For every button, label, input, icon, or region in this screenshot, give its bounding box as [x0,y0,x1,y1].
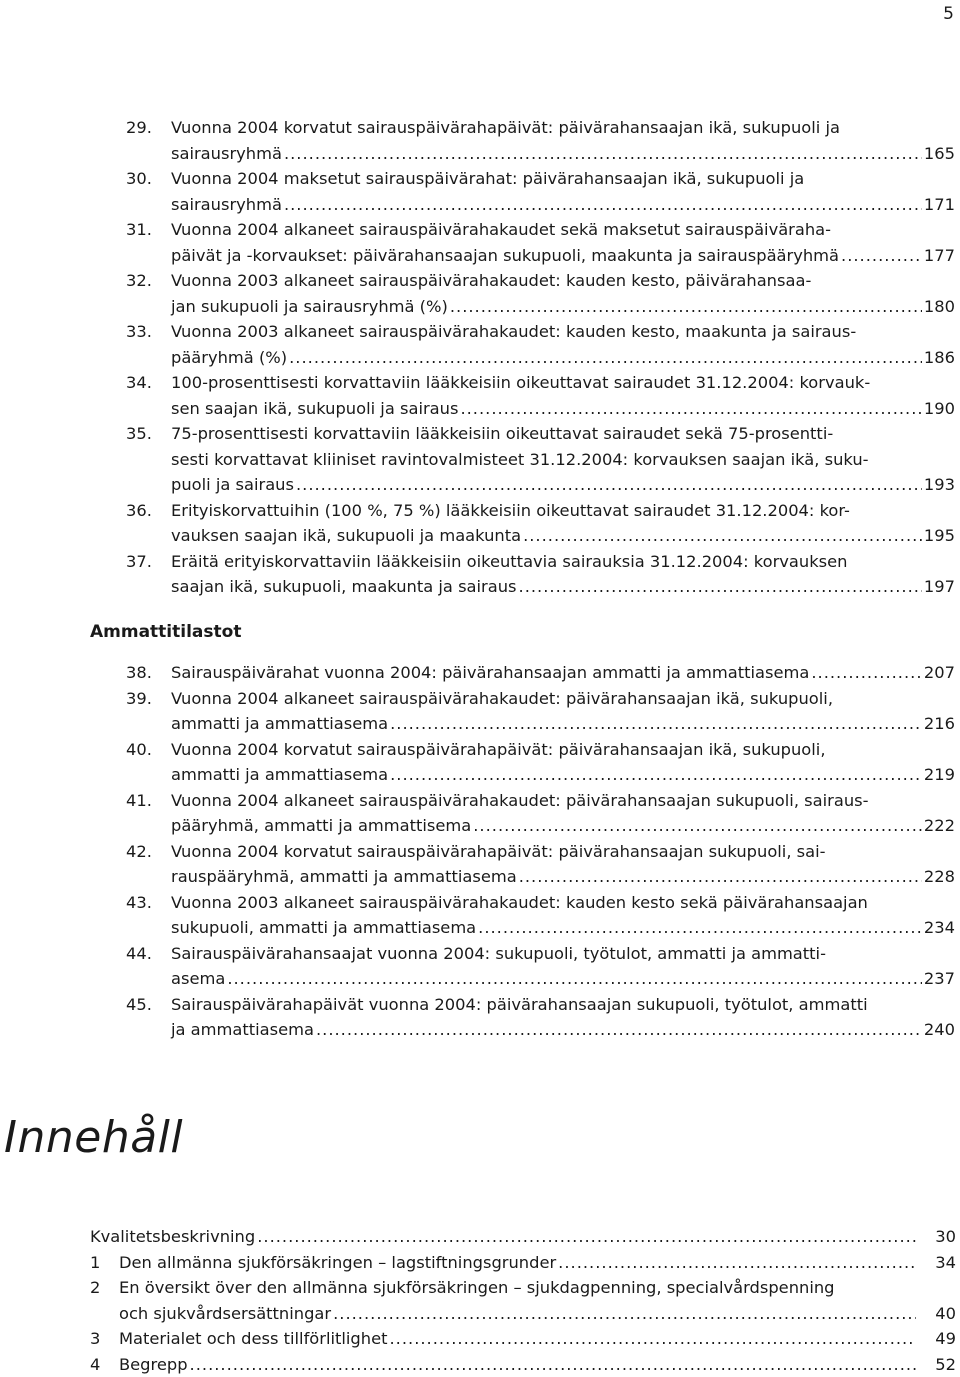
dot-leader [558,1250,916,1276]
toc-entry-text: Sairauspäivärahapäivät vuonna 2004: päivärahansaajan sukupuoli, työtulot, ammatti [171,994,868,1014]
toc-entry-text: pääryhmä, ammatti ja ammattisema [171,816,472,835]
toc-entry-text: Erityiskorvattuihin (100 %, 75 %) lääkkeisiin oikeuttavat sairaudet 31.12.2004: kor- [171,500,850,520]
toc-entry-text: Vuonna 2004 korvatut sairauspäivärahapäivät: päivärahansaajan sukupuoli, sai- [171,841,826,861]
toc-entry-number: 4 [90,1354,101,1374]
dot-leader [296,472,922,498]
toc-entry [126,839,955,890]
toc-entry-text: puoli ja sairaus [171,475,294,494]
toc-entry [126,166,955,217]
toc-entry-text: saajan ikä, sukupuoli, maakunta ja sairaus [171,577,517,596]
toc-entry [126,941,955,992]
toc-entry-page: 171 [923,194,955,214]
toc-entry-text: Sairauspäivärahat vuonna 2004: päivärahansaajan ammatti ja ammattiasema [171,663,810,682]
toc-entry-number: 39. [126,688,152,708]
toc-entry [126,890,955,941]
toc-entry-text: Begrepp [119,1354,188,1374]
toc-entry-page: 197 [923,577,955,596]
toc-entry-number: 1 [90,1252,101,1272]
dot-leader [519,574,922,600]
dot-leader [284,192,922,218]
toc-entry-page: 207 [923,663,955,682]
toc-entry-page: 52 [935,1354,956,1374]
toc-entry [126,549,955,600]
toc-entry-page: 193 [923,475,955,494]
toc-entry-number: 30. [126,169,152,188]
toc-entry-page: 180 [923,296,955,316]
toc-entry [126,217,955,268]
toc-entry-text: Vuonna 2004 korvatut sairauspäivärahapäivät: päivärahansaajan ikä, sukupuoli ja [171,118,840,137]
toc-entry-page: 234 [923,918,955,937]
dot-leader [316,1017,922,1043]
dot-leader [390,762,922,788]
toc-entry-text: sairausryhmä [171,143,282,163]
toc-entry [126,737,955,788]
toc-entry-number: 43. [126,892,152,912]
toc-entry-text: 75-prosenttisesti korvattaviin lääkkeisiin oikeuttavat sairaudet sekä 75-prosentti- [171,424,834,443]
toc-entry-number: 3 [90,1329,101,1348]
dot-leader [289,345,922,371]
dot-leader [523,523,922,549]
toc-entry-text: sairausryhmä [171,194,282,214]
toc-entry-number: 29. [126,118,152,137]
dot-leader [390,1326,917,1352]
dot-leader [841,243,922,269]
dot-leader [190,1352,916,1377]
toc-entry-page: 219 [923,765,955,784]
toc-entry-number: 33. [126,322,152,341]
toc-entry-text: Vuonna 2004 alkaneet sairauspäivärahakaudet: päivärahansaajan sukupuoli, sairaus- [171,790,869,810]
toc-entry [126,788,955,839]
toc-entry-text: och sjukvårdsersättningar [119,1303,332,1323]
dot-leader [460,396,921,422]
toc-entry-text: vauksen saajan ikä, sukupuoli ja maakunta [171,526,522,545]
toc-entry-page: 49 [935,1329,956,1348]
toc-entry-text: ammatti ja ammattiasema [171,765,389,784]
toc-entry-text: Vuonna 2004 alkaneet sairauspäivärahakaudet: päivärahansaajan ikä, sukupuoli, [171,688,833,708]
toc-entry [126,421,955,498]
toc-entry [90,1352,956,1377]
dot-leader [473,813,922,839]
toc-entry [126,686,955,737]
toc-entry-page: 216 [923,714,955,733]
toc-entry [126,498,955,549]
toc-entry-number: 35. [126,424,152,443]
toc-entry-page: 177 [923,245,955,265]
toc-entry-text: päivät ja -korvaukset: päivärahansaajan sukupuoli, maakunta ja sairauspääryhmä [171,245,840,265]
toc-list-swedish [90,1224,956,1377]
toc-entry-text: pääryhmä (%) [171,347,288,367]
toc-entry [126,115,955,166]
toc-entry-number: 37. [126,551,152,571]
toc-entry-text: Den allmänna sjukförsäkringen – lagstiftningsgrunder [119,1252,557,1272]
toc-entry-number: 42. [126,841,152,861]
toc-entry-page: 30 [935,1227,956,1246]
toc-entry-number: 45. [126,994,152,1014]
toc-entry-page: 240 [923,1020,955,1039]
toc-entry-text: Sairauspäivärahansaajat vuonna 2004: sukupuoli, työtulot, ammatti ja ammatti- [171,943,826,963]
page-title: Innehåll [4,1112,184,1163]
toc-entry [90,1250,956,1276]
toc-entry-page: 40 [935,1303,956,1323]
toc-entry-number: 44. [126,943,152,963]
toc-entry-text: Vuonna 2004 korvatut sairauspäivärahapäivät: päivärahansaajan ikä, sukupuoli, [171,739,826,759]
toc-entry-text: En översikt över den allmänna sjukförsäkringen – sjukdagpenning, specialvårdspenning [119,1278,835,1297]
page-number: 5 [943,4,954,24]
toc-entry-text: Eräitä erityiskorvattaviin lääkkeisiin oikeuttavia sairauksia 31.12.2004: korvauksen [171,551,848,571]
toc-entry [126,268,955,319]
toc-entry-text: ja ammattiasema [171,1020,314,1039]
dot-leader [519,864,922,890]
section-heading: Ammattitilastot [90,622,242,642]
toc-entry-text: ammatti ja ammattiasema [171,714,389,733]
toc-entry-text: sesti korvattavat kliiniset ravintovalmisteet 31.12.2004: korvauksen saajan ikä, suku- [171,449,869,469]
toc-entry-text: Vuonna 2003 alkaneet sairauspäivärahakaudet: kauden kesto, päivärahansaa- [171,271,812,290]
toc-entry [90,1224,956,1250]
dot-leader [284,141,922,167]
toc-entry-number: 31. [126,220,152,239]
toc-entry-page: 237 [923,969,955,988]
toc-entry-text: 100-prosenttisesti korvattaviin lääkkeisiin oikeuttavat sairaudet 31.12.2004: korvauk- [171,373,871,392]
toc-entry-page: 165 [923,143,955,163]
toc-entry-text: sen saajan ikä, sukupuoli ja sairaus [171,398,459,418]
toc-entry [126,660,955,686]
toc-entry-page: 186 [923,347,955,367]
toc-entry-text: Vuonna 2003 alkaneet sairauspäivärahakaudet: kauden kesto, maakunta ja sairaus- [171,322,857,341]
toc-entry [126,992,955,1043]
toc-entry-page: 228 [923,867,955,886]
toc-entry-number: 41. [126,790,152,810]
toc-list-statistics [126,115,955,600]
toc-entry-text: Materialet och dess tillförlitlighet [119,1329,388,1348]
dot-leader [478,915,922,941]
toc-entry-number: 36. [126,500,152,520]
dot-leader [333,1301,916,1327]
dot-leader [390,711,922,737]
toc-entry [90,1326,956,1352]
dot-leader [257,1224,916,1250]
toc-entry [90,1275,956,1326]
toc-entry-text: asema [171,969,226,988]
toc-entry-text: Vuonna 2003 alkaneet sairauspäivärahakaudet: kauden kesto sekä päivärahansaajan [171,892,868,912]
toc-entry-text: Vuonna 2004 maksetut sairauspäivärahat: päivärahansaajan ikä, sukupuoli ja [171,169,805,188]
toc-entry [126,319,955,370]
toc-entry-page: 222 [923,816,955,835]
toc-entry-number: 2 [90,1278,101,1297]
toc-entry-page: 195 [923,526,955,545]
dot-leader [811,660,922,686]
dot-leader [227,966,922,992]
toc-entry-text: Kvalitetsbeskrivning [90,1227,256,1246]
toc-entry [126,370,955,421]
toc-entry-page: 190 [923,398,955,418]
toc-entry-number: 34. [126,373,152,392]
toc-entry-text: jan sukupuoli ja sairausryhmä (%) [171,296,448,316]
toc-entry-text: Vuonna 2004 alkaneet sairauspäivärahakaudet sekä maksetut sairauspäiväraha- [171,220,832,239]
toc-entry-text: sukupuoli, ammatti ja ammattiasema [171,918,477,937]
toc-entry-number: 38. [126,663,152,682]
toc-entry-number: 40. [126,739,152,759]
toc-entry-number: 32. [126,271,152,290]
toc-entry-text: rauspääryhmä, ammatti ja ammattiasema [171,867,517,886]
toc-entry-page: 34 [935,1252,956,1272]
dot-leader [450,294,922,320]
toc-list-occupation [126,660,955,1043]
